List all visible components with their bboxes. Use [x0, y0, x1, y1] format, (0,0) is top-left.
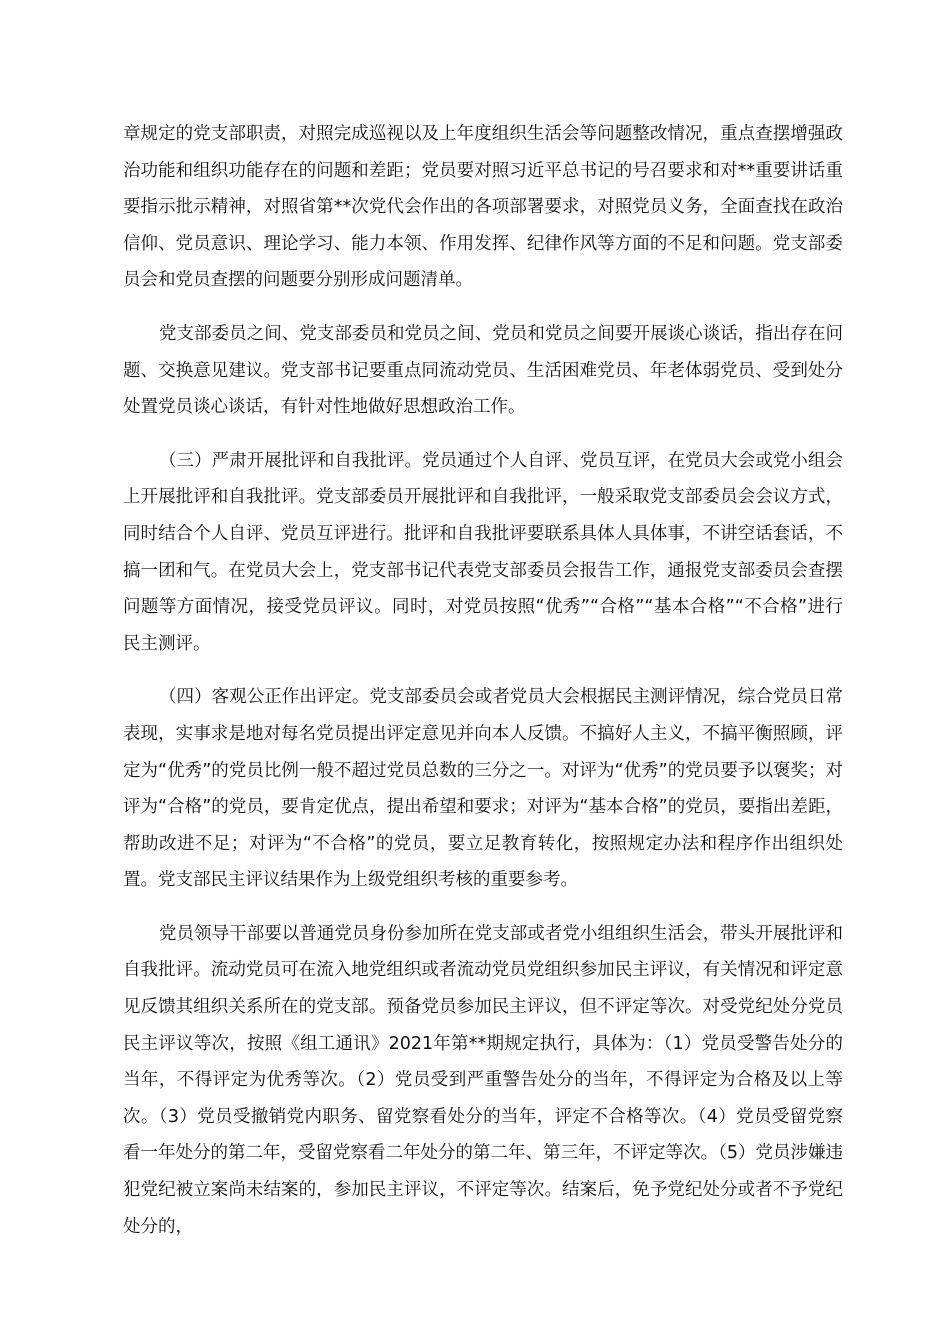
paragraph-continued: 章规定的党支部职责，对照完成巡视以及上年度组织生活会等问题整改情况，重点查摆增强政治功能和组织功能存在的问题和差距；党员要对照习近平总书记的号召要求和对**重要讲话重要指示批示精神，对照省第**次党代会作出的各项部署要求，对照党员义务，全面查找在政治信仰、党员意识、理论学习、能力本领、作用发挥、纪律作风等方面的不足和问题。党支部委员会和党员查摆的问题要分别形成问题清单。: [123, 124, 843, 291]
document-body: [123, 116, 843, 1262]
paragraph-objective-evaluation: （四）客观公正作出评定。党支部委员会或者党员大会根据民主测评情况，综合党员日常表现，实事求是地对每名党员提出评定意见并向本人反馈。不搞好人主义，不搞平衡照顾，评定为“优秀”的党员比例一般不超过党员总数的三分之一。对评为“优秀”的党员要予以褒奖；对评为“合格”的党员，要肯定优点，提出希望和要求；对评为“基本合格”的党员，要指出差距，帮助改进不足；对评为“不合格”的党员，要立足教育转化，按照规定办法和程序作出组织处置。党支部民主评议结果作为上级党组织考核的重要参考。: [123, 687, 843, 891]
paragraph-leading-cadres: 党员领导干部要以普通党员身份参加所在党支部或者党小组组织生活会，带头开展批评和自我批评。流动党员可在流入地党组织或者流动党员党组织参加民主评议，有关情况和评定意见反馈其组织关系所在的党支部。预备党员参加民主评议，但不评定等次。对受党纪处分党员民主评议等次，按照《组工通讯》2021年第**期规定执行，具体为：（1）党员受警告处分的当年，不得评定为优秀等次。（2）党员受到严重警告处分的当年，不得评定为合格及以上等次。（3）党员受撤销党内职务、留党察看处分的当年，评定不合格等次。（4）党员受留党察看一年处分的第二年，受留党察看二年处分的第二年、第三年，不评定等次。（5）党员涉嫌违犯党纪被立案尚未结案的，参加民主评议，不评定等次。结案后，免予党纪处分或者不予党纪处分的，: [123, 923, 843, 1237]
paragraph-heart-to-heart-talks: 党支部委员之间、党支部委员和党员之间、党员和党员之间要开展谈心谈话，指出存在问题、交换意见建议。党支部书记要重点同流动党员、生活困难党员、年老体弱党员、受到处分处置党员谈心谈话，有针对性地做好思想政治工作。: [123, 323, 843, 418]
paragraph-criticism-self-criticism: （三）严肃开展批评和自我批评。党员通过个人自评、党员互评，在党员大会或党小组会上开展批评和自我批评。党支部委员开展批评和自我批评，一般采取党支部委员会会议方式，同时结合个人自评、党员互评进行。批评和自我批评要联系具体人具体事，不讲空话套话，不搞一团和气。在党员大会上，党支部书记代表党支部委员会报告工作，通报党支部委员会查摆问题等方面情况，接受党员评议。同时，对党员按照“优秀”“合格”“基本合格”“不合格”进行民主测评。: [123, 450, 843, 654]
